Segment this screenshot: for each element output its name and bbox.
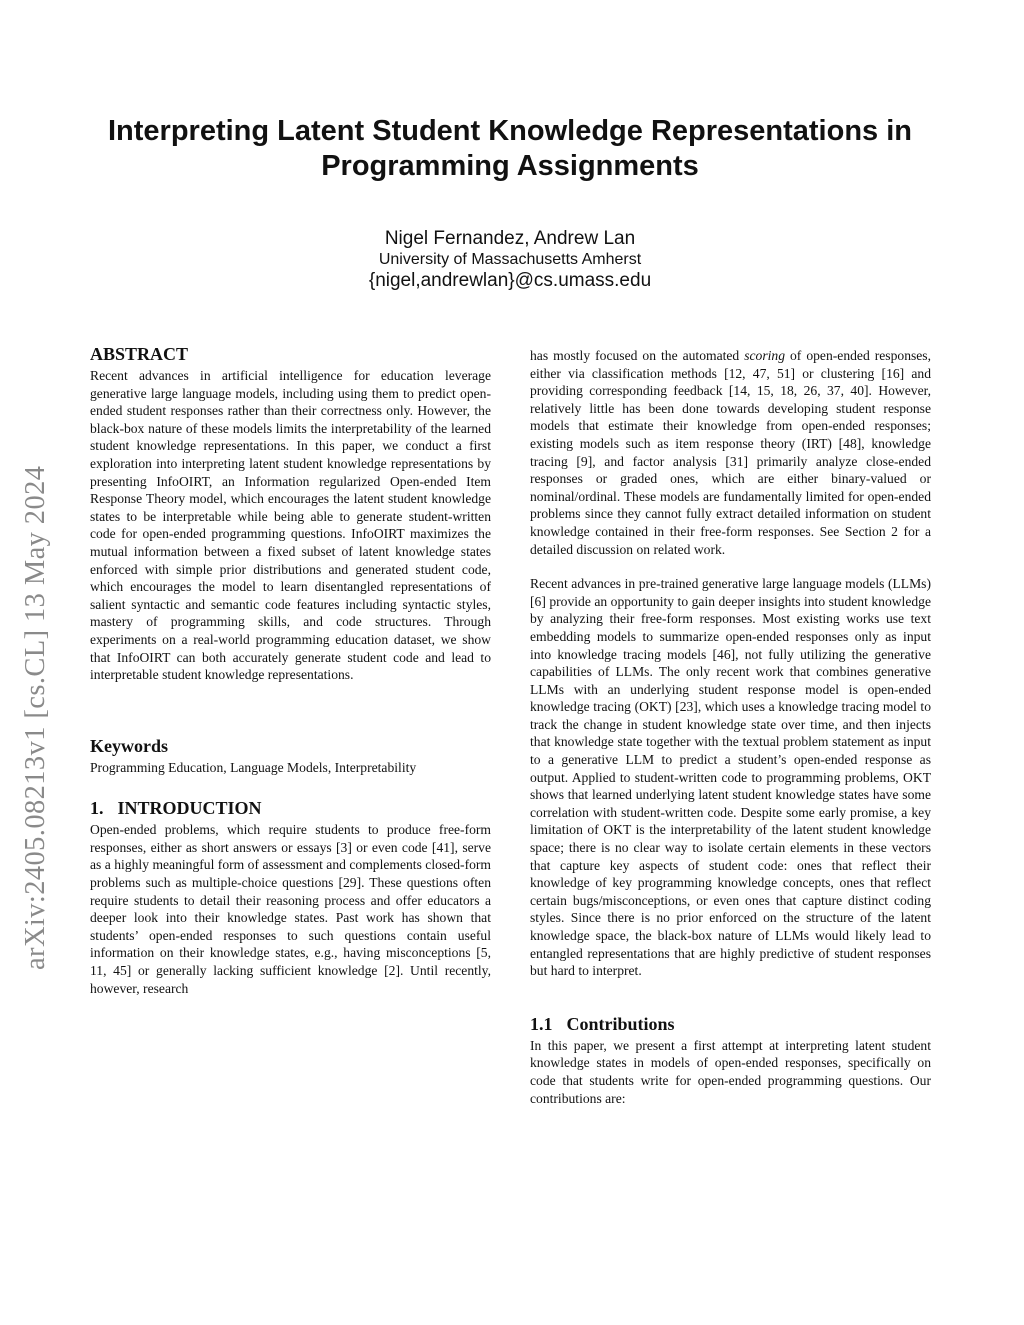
author-affiliation: University of Massachusetts Amherst: [378, 251, 642, 268]
abstract-text: Recent advances in artificial intelligence for education leverage generative large language models, including using them to predict open-ended student responses rather than their correctness only. However, the black-box nature of these models limits the interpretability of the learned student knowledge representations. In this paper, we conduct a first exploration into interpreting latent student knowledge representations by presenting InfoOIRT, an Information regularized Open-ended Item Response Theory model, which encourages the latent student knowledge states to be interpretable while being able to generate student-written code for open-ended programming questions. InfoOIRT maximizes the mutual information between a fixed subset of latent knowledge states enforced with simple prior distributions and generated student code, which encourages the model to learn disentangled representations of salient syntactic and semantic code features including syntactic styles, mastery of programming skills, and code structures. Through experiments on a real-world programming education dataset, we show that InfoOIRT can both accurately generate student code and lead to interpretable student knowledge representations.: [90, 368, 491, 683]
subsection-number: 1.1: [530, 1013, 553, 1034]
text-run: of open-ended responses, either via classification methods [12, 47, 51] or clustering [16] and providing corresponding feedback [14, 15, 18, 26, 37, 40]. However, relatively little has been done towards developing student response models that estimate their knowledge from open-ended responses; existing models such as item response theory (IRT) [48], knowledge tracing [9], and factor analysis [31] primarily analyze close-ended responses or graded ones, which are either binary-valued or nominal/ordinal. These models are fundamentally limited for open-ended problems since they cannot fully extract detailed information on student knowledge contained in their free-form responses. See Section 2 for a detailed discussion on related work.: [530, 348, 931, 557]
abstract-heading: ABSTRACT: [90, 344, 189, 364]
emphasis-scoring: scoring: [744, 348, 786, 363]
text-run: has mostly focused on the automated: [530, 348, 745, 363]
arxiv-identifier: arXiv:2405.08213v1 [cs.CL] 13 May 2024: [20, 465, 51, 970]
contributions-text: In this paper, we present a first attempt at interpreting latent student knowledge states in models of open-ended responses, specifically on code that students write for open-ended programming questions. Our contributions are:: [530, 1037, 931, 1106]
paper-title: Interpreting Latent Student Knowledge Representations in Programming Assignments: [108, 115, 912, 182]
subsection-title: Contributions: [566, 1013, 675, 1034]
introduction-paragraph-1-continued: [530, 347, 931, 558]
right-column: [530, 347, 931, 1107]
introduction-heading: [90, 798, 491, 818]
left-column: [90, 344, 491, 997]
keywords-heading: Keywords: [90, 735, 168, 756]
introduction-paragraph-2: Recent advances in pre-trained generative large language models (LLMs) [6] provide an opportunity to gain deeper insights into student knowledge by analyzing their free-form responses. Most existing works use text embedding models to summarize open-ended responses only as input into knowledge tracing models [46], not fully utilizing the generative capabilities of LLMs. The only recent work that combines generative LLMs with an underlying student response model is open-ended knowledge tracing (OKT) [23], which uses a knowledge tracing model to track the change in student knowledge state over time, and then injects that knowledge state together with the textual problem statement as input to a generative LLM to predict a student’s open-ended response as output. Applied to student-written code to programming problems, OKT shows that learned underlying latent student knowledge states have some correlation with student-written code. Despite some early promise, a key limitation of OKT is the interpretability of the latent student knowledge space; there is no clear way to isolate certain elements in these vectors that capture key aspects of student code: ones that reflect their knowledge of key programming knowledge concepts, ones that reflect certain bugs/misconceptions, or even ones that capture distinct coding styles. Since there is no prior enforced on the structure of the latent knowledge space, the black-box nature of LLMs would likely lead to entangled representations that are highly predictive of student responses but hard to interpret.: [530, 576, 931, 979]
contributions-heading: [530, 1014, 931, 1034]
introduction-paragraph-1: Open-ended problems, which require students to produce free-form responses, either as short answers or essays [3] or even code [41], serve as a highly meaningful form of assessment and complements closed-form problems such as multiple-choice questions [29]. These questions often require students to detail their reasoning process and offer educators a deeper look into their knowledge states. Past work has shown that students’ open-ended responses to such questions contain useful information on their knowledge states, e.g., having misconceptions [5, 11, 45] or generally lacking sufficient knowledge [2]. Until recently, however, research: [90, 822, 491, 996]
section-title: INTRODUCTION: [117, 798, 262, 819]
author-email: {nigel,andrewlan}@cs.umass.edu: [368, 270, 652, 291]
author-names: Nigel Fernandez, Andrew Lan: [384, 228, 636, 249]
keywords-text: Programming Education, Language Models, Interpretability: [90, 759, 417, 775]
author-block: [210, 227, 810, 293]
section-number: 1.: [90, 798, 104, 819]
